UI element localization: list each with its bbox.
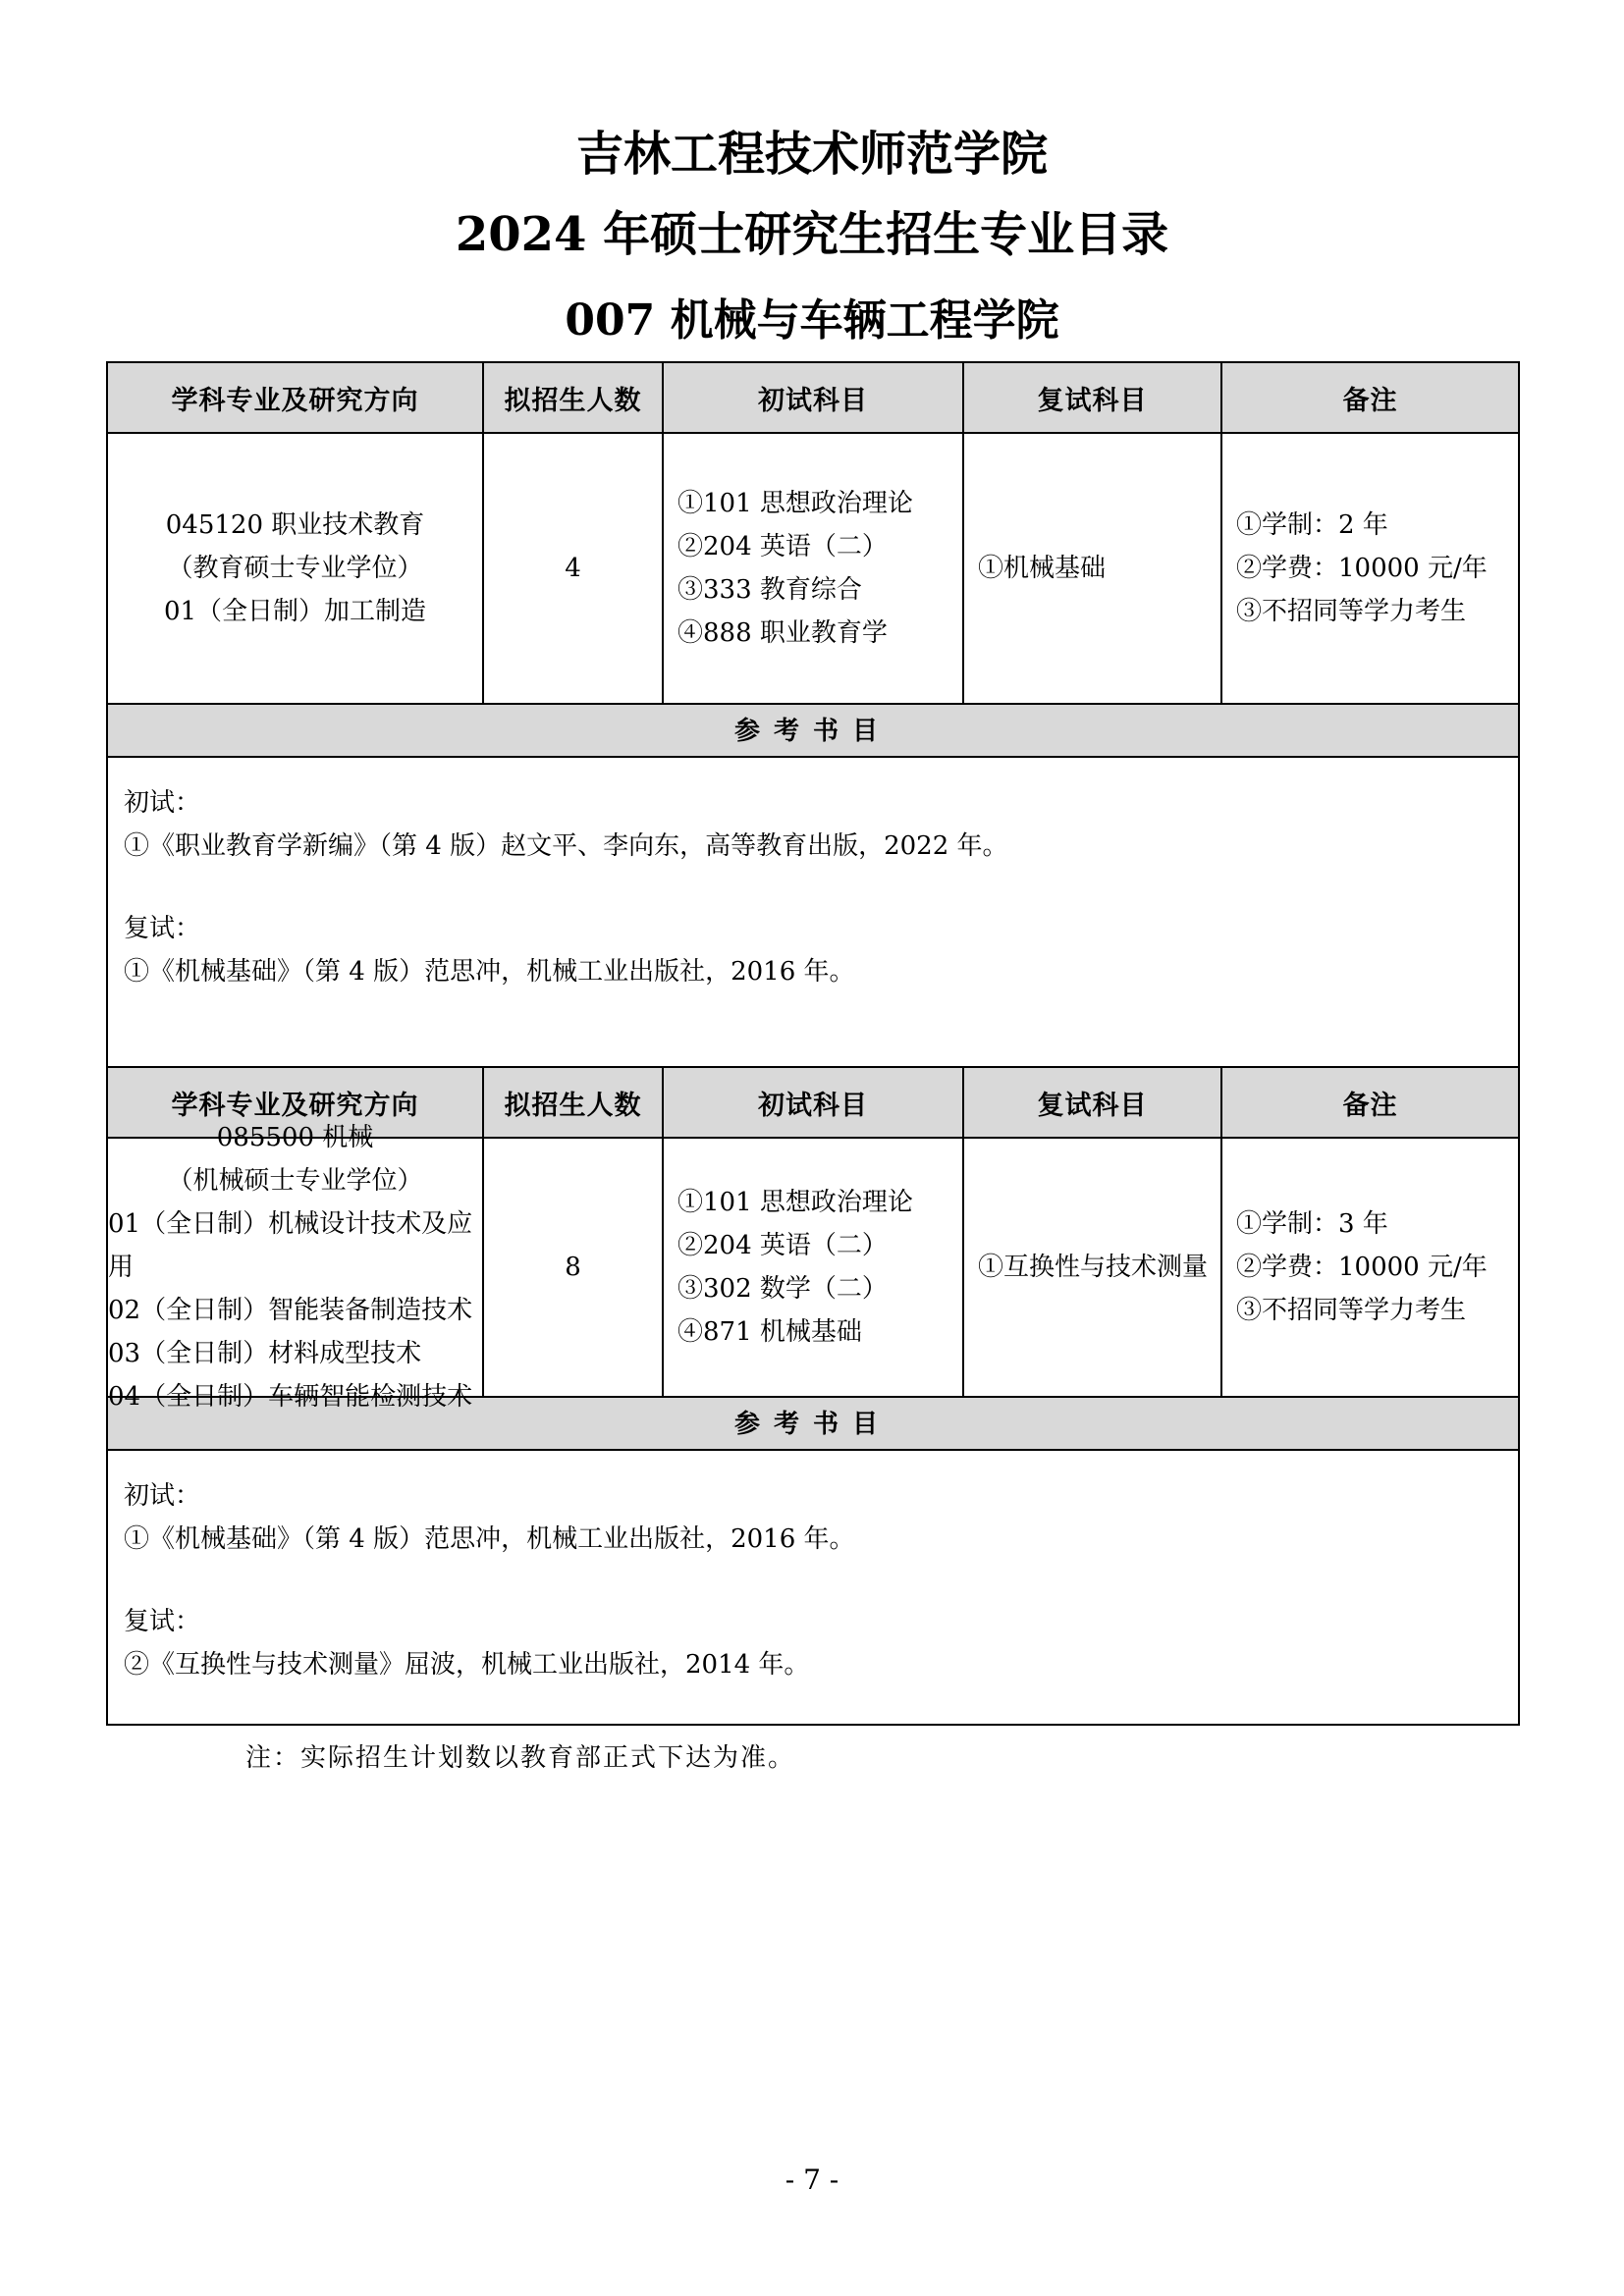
exam-subject: ①101 思想政治理论 [677,1188,913,1217]
count-cell: 8 [484,1139,664,1396]
exam-subject: ②204 英语（二） [677,1231,888,1260]
ref-initial-label: 初试： [124,1481,201,1511]
remark: ①学制：3 年 [1236,1209,1388,1239]
exam-subject: ③302 数学（二） [677,1274,888,1304]
count-cell: 4 [484,434,664,703]
header-count: 拟招生人数 [484,1068,664,1137]
header-exam: 初试科目 [664,363,964,432]
exam-subjects-cell [664,1139,964,1396]
exam-subject: ④871 机械基础 [677,1317,862,1347]
major-line: 085500 机械 [216,1123,374,1152]
remark: ②学费：10000 元/年 [1236,554,1488,583]
exam-subjects-cell [664,434,964,703]
header-major: 学科专业及研究方向 [108,1068,484,1137]
retest-subject: ①机械基础 [978,554,1107,583]
header-exam: 初试科目 [664,1068,964,1137]
major-cell [108,1123,484,1412]
major-cell [108,434,484,703]
program-row [108,1123,1518,1412]
remarks-cell [1222,434,1518,703]
ref-retest-item: ①《机械基础》（第 4 版）范思冲，机械工业出版社，2016 年。 [124,957,855,987]
header-remarks: 备注 [1342,1090,1398,1121]
table-header-row [108,363,1518,434]
reference-body [108,758,1008,1066]
document-title: 吉林工程技术师范学院 [575,127,1048,182]
direction-line: 04（全日制）车辆智能检测技术 [108,1382,473,1412]
ref-retest-label: 复试： [124,914,201,943]
reference-header-row [108,705,1518,758]
exam-subject: ④888 职业教育学 [677,618,888,648]
remark: ③不招同等学力考生 [1236,597,1467,626]
program-row [108,434,1518,705]
reference-header-row [108,1398,1518,1451]
exam-subject: ③333 教育综合 [677,575,862,605]
header-count: 拟招生人数 [484,363,664,432]
ref-initial-item: ①《职业教育学新编》（第 4 版）赵文平、李向东，高等教育出版，2022 年。 [124,831,1008,861]
reference-row [108,1451,1518,1726]
footnote: 注：实际招生计划数以教育部正式下达为准。 [245,1743,796,1773]
major-line: （教育硕士专业学位） [167,554,423,583]
ref-retest-item: ②《互换性与技术测量》屈波，机械工业出版社，2014 年。 [124,1650,810,1680]
exam-subject: ②204 英语（二） [677,532,888,561]
header-retest: 复试科目 [964,363,1222,432]
remarks-cell [1222,1139,1518,1396]
direction-line: 02（全日制）智能装备制造技术 [108,1296,473,1325]
document-subtitle: 2024 年硕士研究生招生专业目录 [455,207,1169,262]
exam-subject: ①101 思想政治理论 [677,489,913,518]
retest-subjects-cell [964,434,1222,703]
program-table [106,361,1520,1726]
ref-initial-item: ①《机械基础》（第 4 版）范思冲，机械工业出版社，2016 年。 [124,1524,855,1554]
header-retest: 复试科目 [964,1068,1222,1137]
page-number: - 7 - [785,2163,839,2196]
retest-subject: ①互换性与技术测量 [978,1253,1209,1282]
ref-retest-label: 复试： [124,1607,201,1636]
reference-row [108,758,1518,1068]
ref-initial-label: 初试： [124,788,201,818]
reference-header: 参考书目 [733,717,892,746]
major-line: 01（全日制）加工制造 [163,597,427,626]
reference-body [108,1451,855,1724]
remark: ②学费：10000 元/年 [1236,1253,1488,1282]
retest-subjects-cell [964,1139,1222,1396]
college-name: 007 机械与车辆工程学院 [565,295,1059,346]
remark: ①学制：2 年 [1236,510,1388,540]
remark: ③不招同等学力考生 [1236,1296,1467,1325]
direction-line: 01（全日制）机械设计技术及应用 [108,1209,473,1282]
header-major: 学科专业及研究方向 [108,363,484,432]
direction-line: 03（全日制）材料成型技术 [108,1339,422,1368]
major-line: 045120 职业技术教育 [165,510,425,540]
header-remarks: 备注 [1342,385,1398,416]
major-line: （机械硕士专业学位） [167,1166,423,1196]
reference-header: 参考书目 [733,1410,892,1439]
